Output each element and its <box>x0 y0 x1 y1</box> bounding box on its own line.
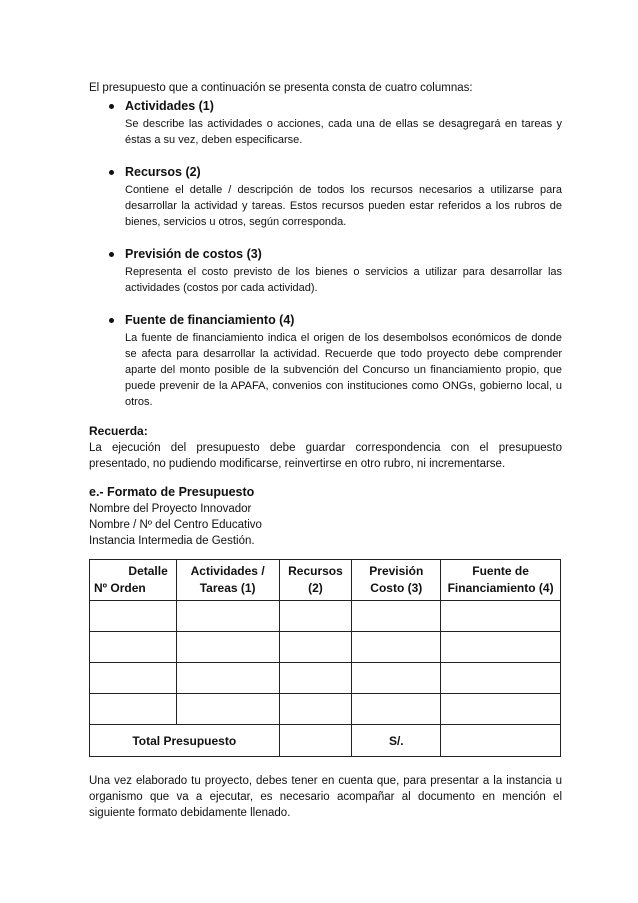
budget-table <box>89 559 561 757</box>
table-row <box>90 663 561 694</box>
item-description: Contiene el detalle / descripción de todos los recursos necesarios a utilizarse para desarrollar la actividad y tareas. Estos recursos pueden estar referidos a los rubros de bienes, servicios u otros, según corresponda. <box>125 184 562 228</box>
bullet-icon <box>109 170 114 175</box>
school-name-line: Nombre / Nº del Centro Educativo <box>89 519 262 531</box>
header-cost: Previsión Costo (3) <box>352 560 441 601</box>
table-row <box>90 694 561 725</box>
section-title: e.- Formato de Presupuesto <box>89 485 255 499</box>
item-title: Actividades (1) <box>125 99 214 113</box>
item-title: Previsión de costos (3) <box>125 247 262 261</box>
table-row <box>90 601 561 632</box>
header-resources: Recursos (2) <box>279 560 352 601</box>
intro-text: El presupuesto que a continuación se presenta consta de cuatro columnas: <box>89 82 473 94</box>
closing-text: Una vez elaborado tu proyecto, debes tener en cuenta que, para presentar a la instancia u organismo que va a ejecutar, es necesario acompañar al documento en mención el siguiente formato debidamente llenado. <box>89 775 562 819</box>
note-body: La ejecución del presupuesto debe guardar correspondencia con el presupuesto presentado, no pudiendo modificarse, reinvertirse en otro rubro, ni incrementarse. <box>89 442 562 470</box>
list-item <box>109 98 562 148</box>
item-description: Se describe las actividades o acciones, cada una de ellas se desagregará en tareas y éstas a su vez, deben especificarse. <box>125 118 562 146</box>
project-name-line: Nombre del Proyecto Innovador <box>89 503 252 515</box>
table-header-row <box>90 560 561 601</box>
bullet-icon <box>109 318 114 323</box>
item-title: Recursos (2) <box>125 165 201 179</box>
item-description: Representa el costo previsto de los bienes o servicios a utilizar para desarrollar las actividades (costos por cada actividad). <box>125 266 562 294</box>
header-order: Detalle Nº Orden <box>90 560 177 601</box>
note-title: Recuerda: <box>89 424 148 438</box>
list-item <box>109 312 562 410</box>
total-row <box>90 725 561 757</box>
list-item <box>109 164 562 230</box>
header-funding: Fuente de Financiamiento (4) <box>441 560 561 601</box>
total-label: Total Presupuesto <box>90 725 280 757</box>
item-title: Fuente de financiamiento (4) <box>125 313 295 327</box>
list-item <box>109 246 562 296</box>
item-description: La fuente de financiamiento indica el origen de los desembolsos económicos de donde se afecta para desarrollar la actividad. Recuerde que todo proyecto debe comprender aparte del monto posible de la subvención del Concurso un financiamiento propio, que puede prevenir de la APAFA, convenios con instituciones como ONGs, gobierno local, u otros. <box>125 332 562 408</box>
bullet-icon <box>109 104 114 109</box>
column-list <box>89 98 562 410</box>
header-activities: Actividades / Tareas (1) <box>176 560 279 601</box>
table-row <box>90 632 561 663</box>
management-instance-line: Instancia Intermedia de Gestión. <box>89 535 255 547</box>
total-currency: S/. <box>352 725 441 757</box>
bullet-icon <box>109 252 114 257</box>
